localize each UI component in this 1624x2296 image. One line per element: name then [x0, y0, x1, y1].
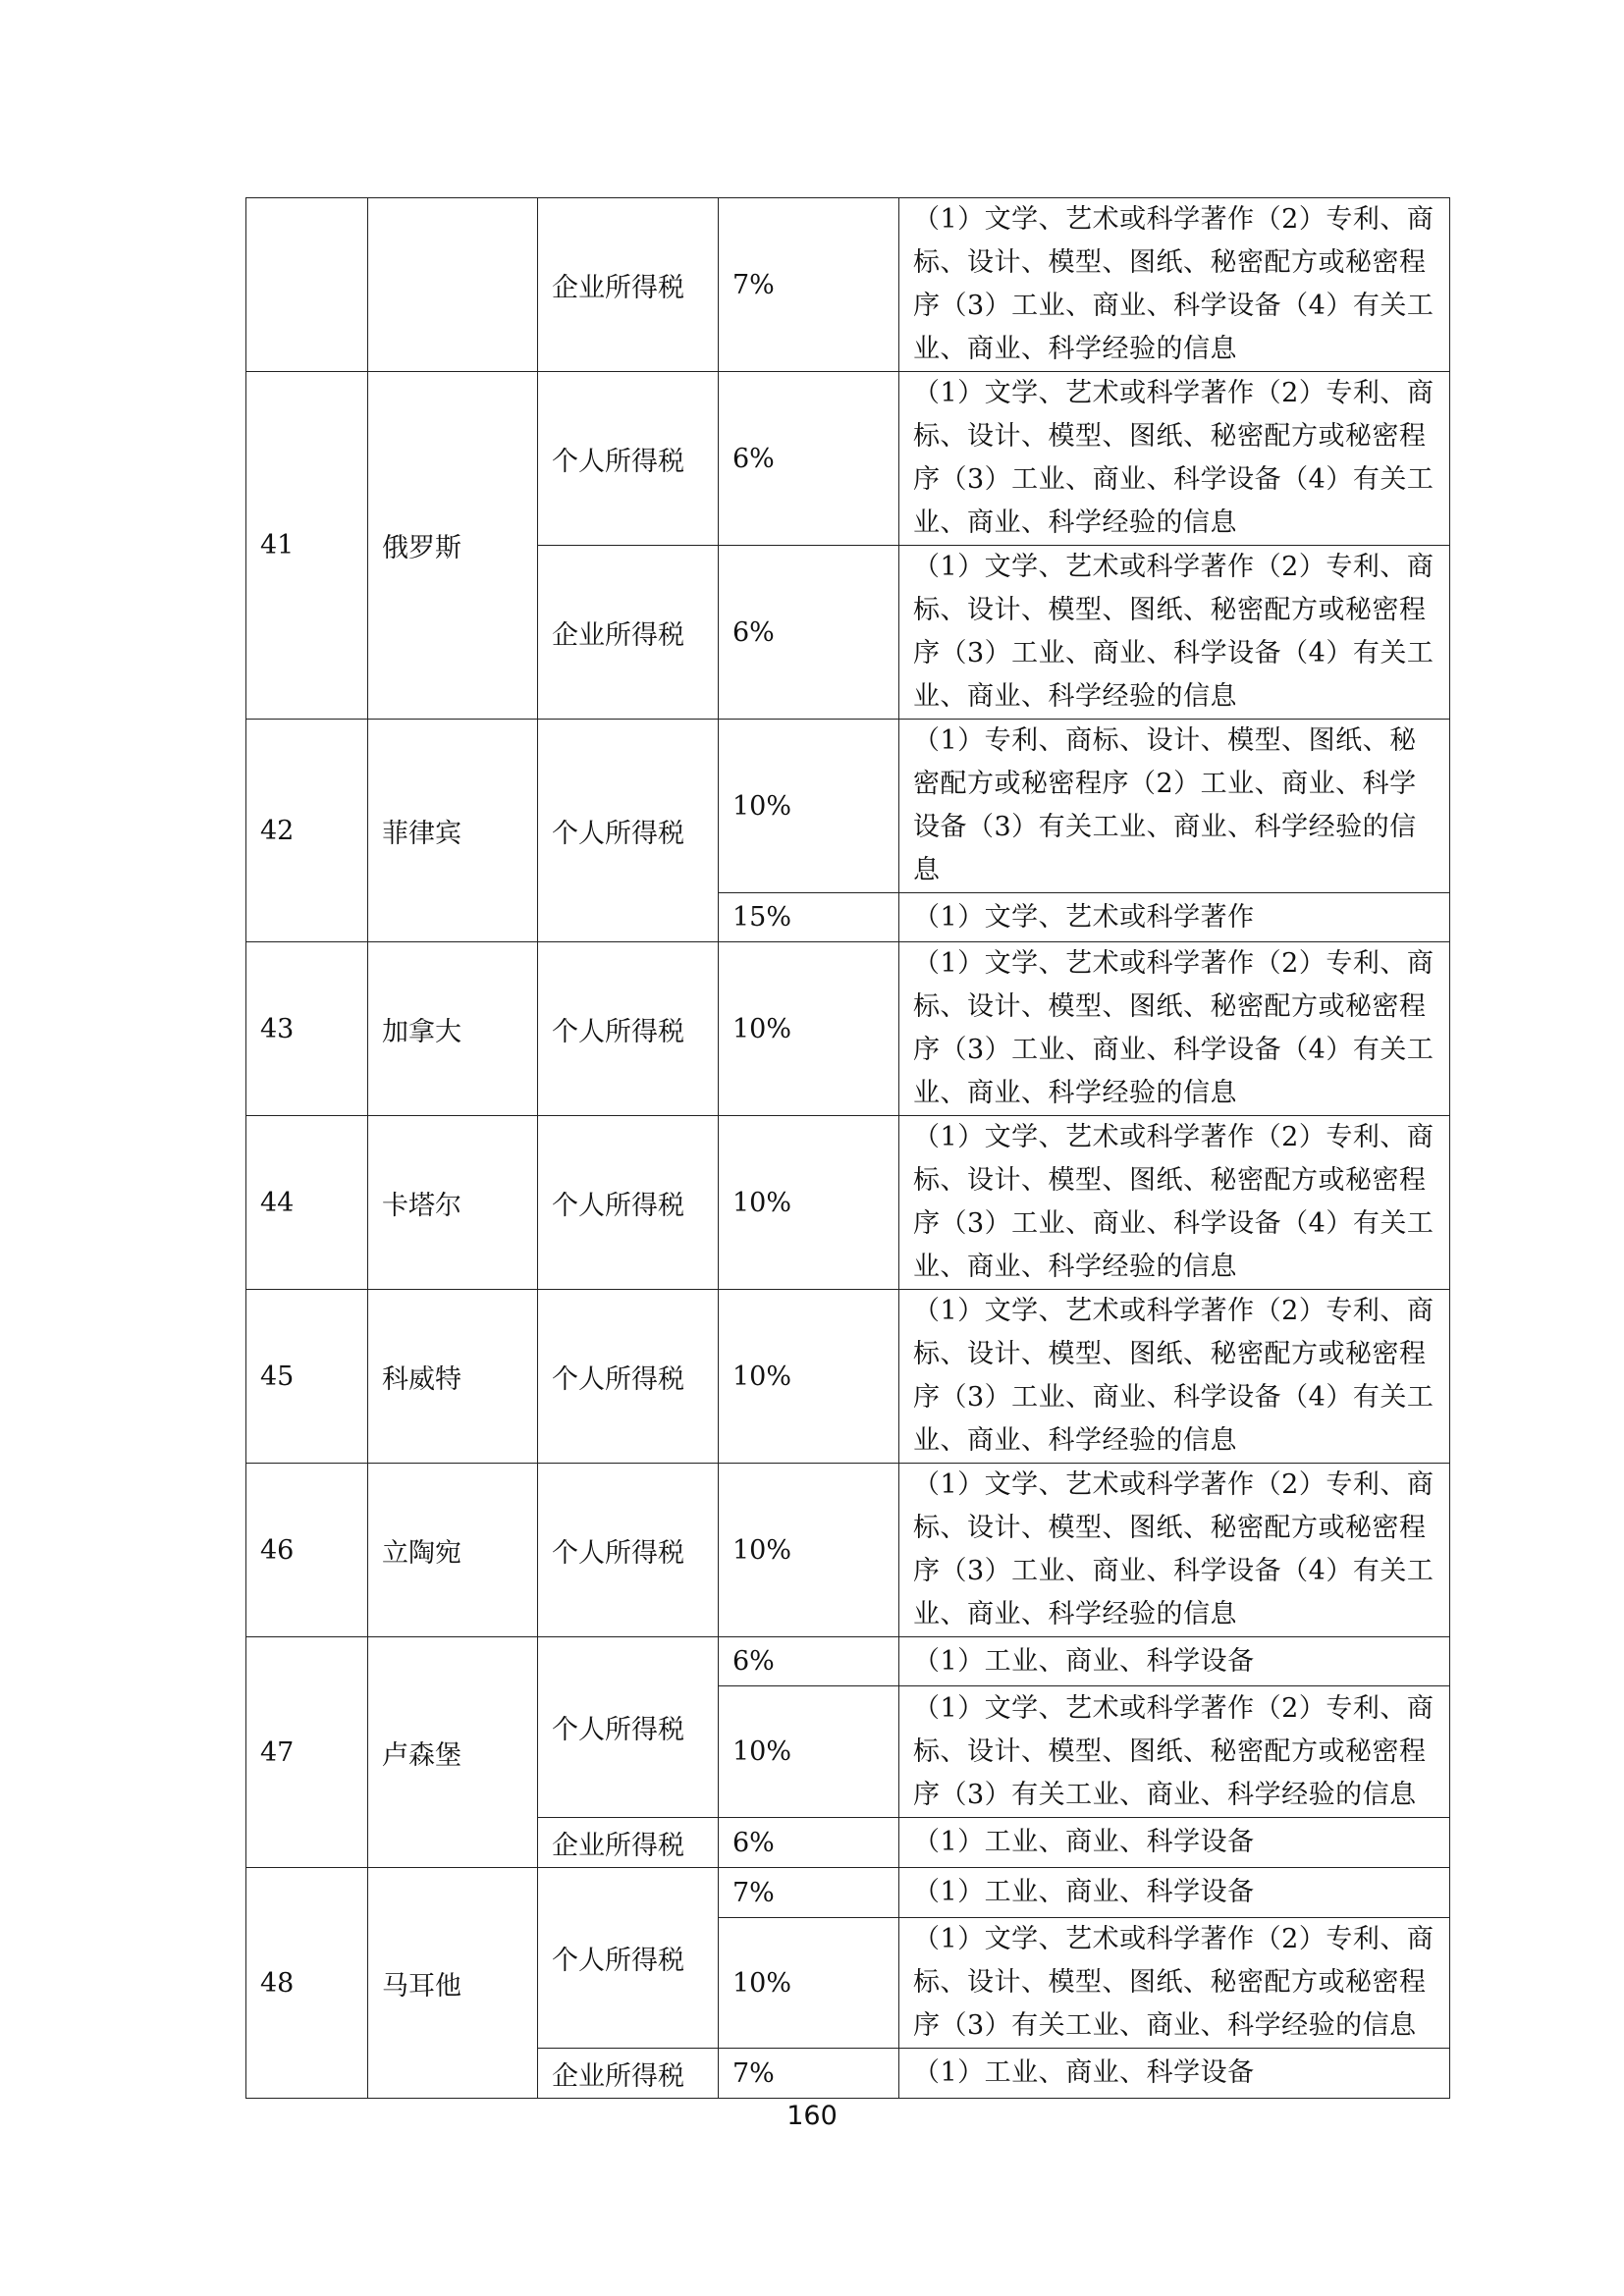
table-row [246, 372, 1450, 546]
rate-cell: 15% [719, 893, 899, 942]
country-cell: 立陶宛 [368, 1464, 538, 1637]
row-number-cell: 48 [246, 1868, 368, 2099]
tax-type-cell: 个人所得税 [538, 1868, 719, 2049]
row-number-cell: 47 [246, 1637, 368, 1868]
table-row [246, 1290, 1450, 1464]
scope-cell: （1）文学、艺术或科学著作（2）专利、商标、设计、模型、图纸、秘密配方或秘密程序（3）工业、商业、科学设备（4）有关工业、商业、科学经验的信息 [899, 546, 1450, 720]
rate-cell: 7% [719, 198, 899, 372]
row-number-cell: 45 [246, 1290, 368, 1464]
country-cell: 俄罗斯 [368, 372, 538, 720]
tax-type-cell: 个人所得税 [538, 1464, 719, 1637]
row-number-cell [246, 198, 368, 372]
rate-cell: 6% [719, 1637, 899, 1686]
tax-type-cell: 个人所得税 [538, 1637, 719, 1818]
country-cell: 卡塔尔 [368, 1116, 538, 1290]
rate-cell: 10% [719, 1290, 899, 1464]
scope-cell: （1）文学、艺术或科学著作（2）专利、商标、设计、模型、图纸、秘密配方或秘密程序（3）工业、商业、科学设备（4）有关工业、商业、科学经验的信息 [899, 198, 1450, 372]
rate-cell: 7% [719, 1868, 899, 1918]
scope-cell: （1）文学、艺术或科学著作（2）专利、商标、设计、模型、图纸、秘密配方或秘密程序（3）有关工业、商业、科学经验的信息 [899, 1918, 1450, 2049]
table-row [246, 1116, 1450, 1290]
table-row [246, 1464, 1450, 1637]
table-row [246, 720, 1450, 893]
scope-cell: （1）文学、艺术或科学著作（2）专利、商标、设计、模型、图纸、秘密配方或秘密程序（3）工业、商业、科学设备（4）有关工业、商业、科学经验的信息 [899, 942, 1450, 1116]
rate-cell: 6% [719, 546, 899, 720]
tax-type-cell: 个人所得税 [538, 1290, 719, 1464]
tax-type-cell: 企业所得税 [538, 198, 719, 372]
country-cell: 菲律宾 [368, 720, 538, 942]
row-number-cell: 41 [246, 372, 368, 720]
scope-cell: （1）文学、艺术或科学著作（2）专利、商标、设计、模型、图纸、秘密配方或秘密程序（3）有关工业、商业、科学经验的信息 [899, 1686, 1450, 1818]
scope-cell: （1）文学、艺术或科学著作 [899, 893, 1450, 942]
table-row [246, 1868, 1450, 1918]
scope-cell: （1）文学、艺术或科学著作（2）专利、商标、设计、模型、图纸、秘密配方或秘密程序（3）工业、商业、科学设备（4）有关工业、商业、科学经验的信息 [899, 372, 1450, 546]
scope-cell: （1）文学、艺术或科学著作（2）专利、商标、设计、模型、图纸、秘密配方或秘密程序（3）工业、商业、科学设备（4）有关工业、商业、科学经验的信息 [899, 1116, 1450, 1290]
page-number: 160 [786, 2101, 838, 2131]
rate-cell: 10% [719, 1464, 899, 1637]
rate-cell: 10% [719, 720, 899, 893]
scope-cell: （1）工业、商业、科学设备 [899, 1818, 1450, 1868]
scope-cell: （1）工业、商业、科学设备 [899, 2049, 1450, 2099]
tax-treaty-table [245, 197, 1450, 2099]
rate-cell: 7% [719, 2049, 899, 2099]
tax-type-cell: 个人所得税 [538, 372, 719, 546]
tax-type-cell: 企业所得税 [538, 2049, 719, 2099]
table-row [246, 1637, 1450, 1686]
scope-cell: （1）文学、艺术或科学著作（2）专利、商标、设计、模型、图纸、秘密配方或秘密程序（3）工业、商业、科学设备（4）有关工业、商业、科学经验的信息 [899, 1464, 1450, 1637]
scope-cell: （1）工业、商业、科学设备 [899, 1637, 1450, 1686]
row-number-cell: 46 [246, 1464, 368, 1637]
table-row [246, 198, 1450, 372]
country-cell: 马耳他 [368, 1868, 538, 2099]
row-number-cell: 44 [246, 1116, 368, 1290]
country-cell: 科威特 [368, 1290, 538, 1464]
rate-cell: 10% [719, 1116, 899, 1290]
rate-cell: 6% [719, 372, 899, 546]
tax-type-cell: 个人所得税 [538, 720, 719, 942]
scope-cell: （1）专利、商标、设计、模型、图纸、秘密配方或秘密程序（2）工业、商业、科学设备（3）有关工业、商业、科学经验的信息 [899, 720, 1450, 893]
rate-cell: 10% [719, 942, 899, 1116]
row-number-cell: 42 [246, 720, 368, 942]
tax-type-cell: 企业所得税 [538, 546, 719, 720]
row-number-cell: 43 [246, 942, 368, 1116]
country-cell: 加拿大 [368, 942, 538, 1116]
country-cell: 卢森堡 [368, 1637, 538, 1868]
rate-cell: 6% [719, 1818, 899, 1868]
table-row [246, 942, 1450, 1116]
scope-cell: （1）文学、艺术或科学著作（2）专利、商标、设计、模型、图纸、秘密配方或秘密程序（3）工业、商业、科学设备（4）有关工业、商业、科学经验的信息 [899, 1290, 1450, 1464]
rate-cell: 10% [719, 1918, 899, 2049]
tax-type-cell: 个人所得税 [538, 1116, 719, 1290]
tax-type-cell: 个人所得税 [538, 942, 719, 1116]
scope-cell: （1）工业、商业、科学设备 [899, 1868, 1450, 1918]
rate-cell: 10% [719, 1686, 899, 1818]
tax-type-cell: 企业所得税 [538, 1818, 719, 1868]
country-cell [368, 198, 538, 372]
